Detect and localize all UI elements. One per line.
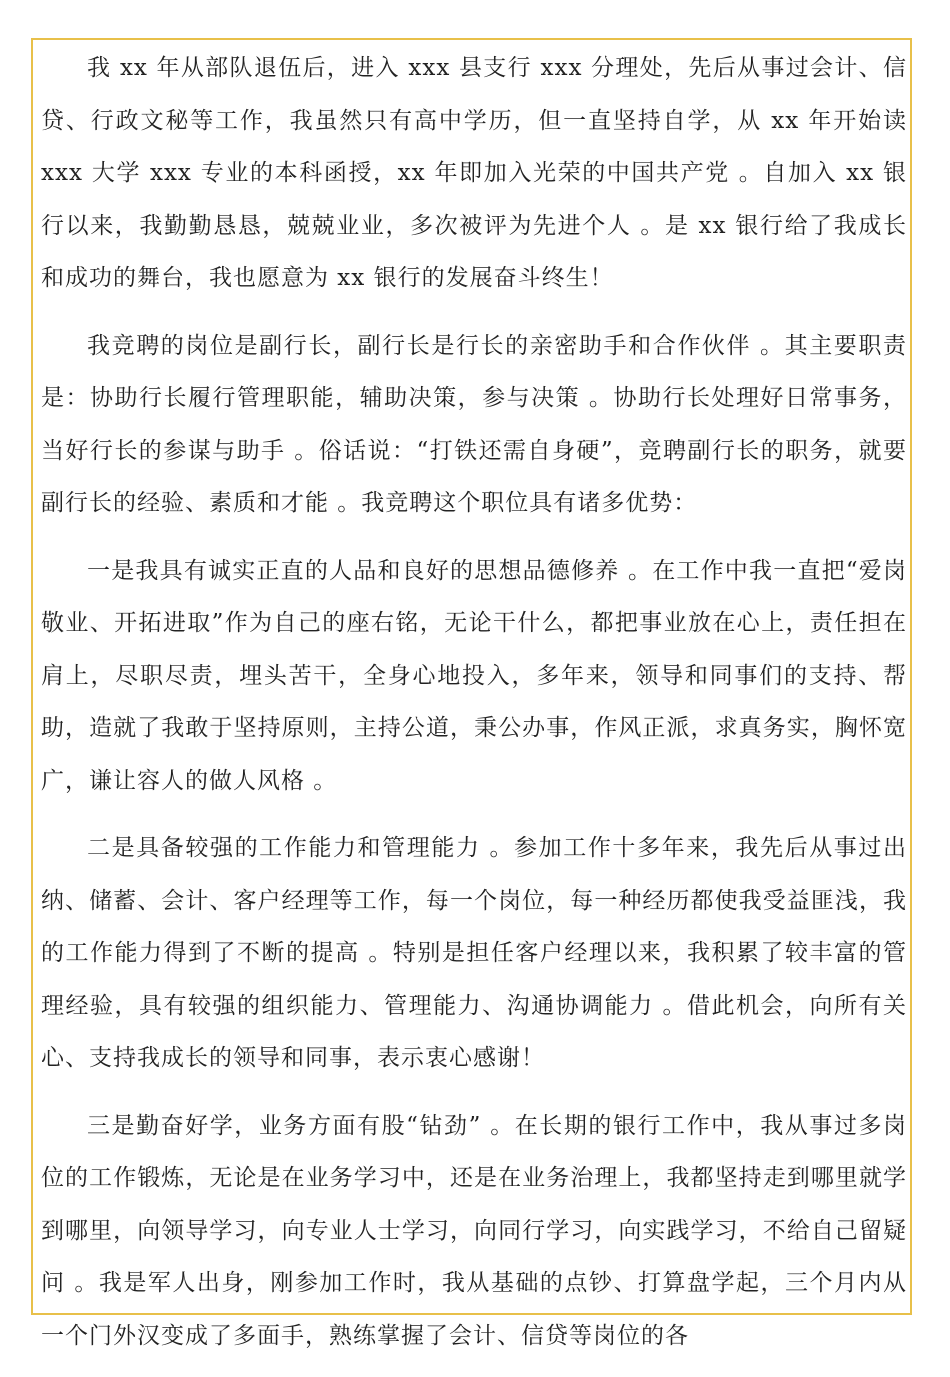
paragraph-advantage-2: 二是具备较强的工作能力和管理能力 。参加工作十多年来，我先后从事过出纳、储蓄、会计、客户经理等工作，每一个岗位，每一种经历都使我受益匪浅，我的工作能力得到了不断的提高 。特别是担任客户经理以来，我积累了较丰富的管理经验，具有较强的组织能力、管理能力、沟通协调能力 。借此机会，向所有关心、支持我成长的领导和同事，表示衷心感谢！ — [41, 835, 907, 1071]
document-body — [41, 42, 907, 1377]
paragraph-advantage-3: 三是勤奋好学，业务方面有股“钻劲” 。在长期的银行工作中，我从事过多岗位的工作锻炼，无论是在业务学习中，还是在业务治理上，我都坚持走到哪里就学到哪里，向领导学习，向专业人士学习，向同行学习，向实践学习，不给自己留疑问 。我是军人出身，刚参加工作时，我从基础的点钞、打算盘学起，三个月内从一个门外汉变成了多面手，熟练掌握了会计、信贷等岗位的各 — [41, 1112, 907, 1349]
paragraph-position: 我竞聘的岗位是副行长，副行长是行长的亲密助手和合作伙伴 。其主要职责是：协助行长履行管理职能，辅助决策，参与决策 。协助行长处理好日常事务，当好行长的参谋与助手 。俗话说：“打铁还需自身硬”，竞聘副行长的职务，就要副行长的经验、素质和才能 。我竞聘这个职位具有诸多优势： — [41, 332, 907, 516]
paragraph-advantage-1: 一是我具有诚实正直的人品和良好的思想品德修养 。在工作中我一直把“爱岗敬业、开拓进取”作为自己的座右铭，无论干什么，都把事业放在心上，责任担在肩上，尽职尽责，埋头苦干，全身心地投入，多年来，领导和同事们的支持、帮助，造就了我敢于坚持原则，主持公道，秉公办事，作风正派，求真务实，胸怀宽广，谦让容人的做人风格 。 — [41, 557, 907, 794]
paragraph-intro: 我 xx 年从部队退伍后，进入 xxx 县支行 xxx 分理处，先后从事过会计、信贷、行政文秘等工作，我虽然只有高中学历，但一直坚持自学，从 xx 年开始读 xxx 大学 xxx 专业的本科函授，xx 年即加入光荣的中国共产党 。自加入 xx 银行以来，我勤勤恳恳，兢兢业业，多次被评为先进个人 。是 xx 银行给了我成长和成功的舞台，我也愿意为 xx 银行的发展奋斗终生！ — [41, 55, 907, 291]
